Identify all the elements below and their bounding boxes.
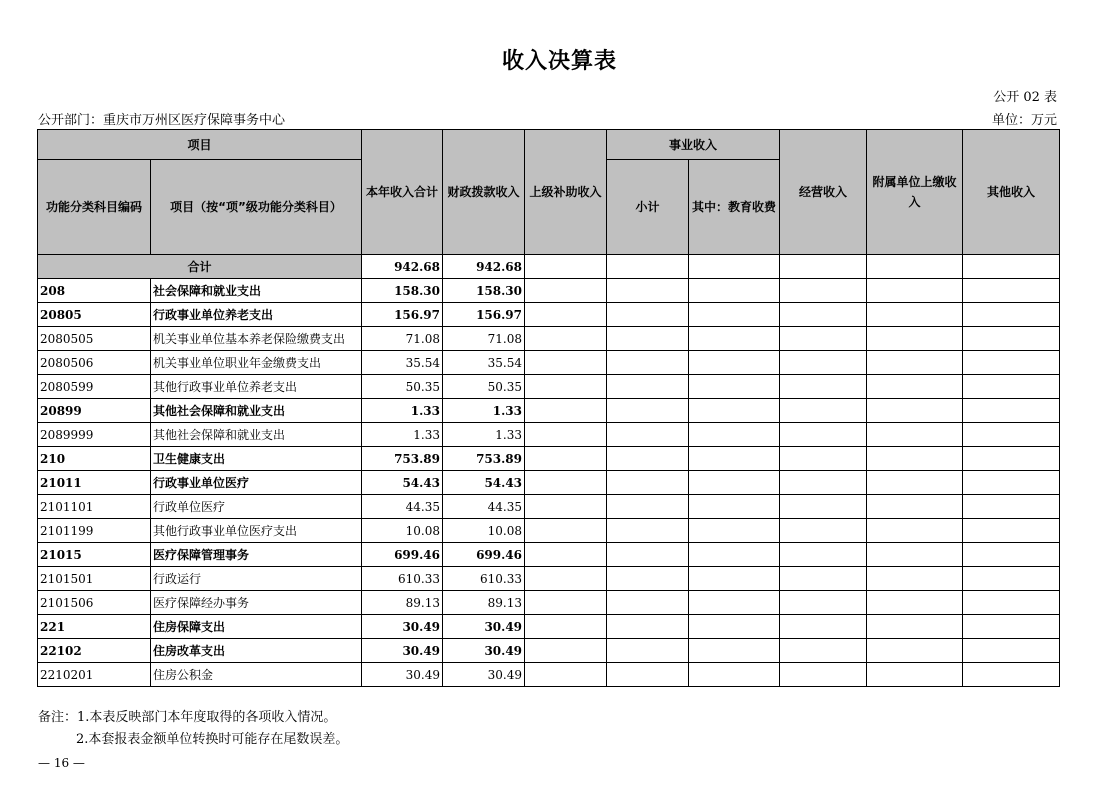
empty-cell [780,279,867,303]
row-name: 行政事业单位养老支出 [151,303,362,327]
form-number: 公开 02 表 [993,90,1057,105]
total-label: 合计 [38,255,362,279]
table-row [38,639,1060,663]
row-total-income: 50.35 [362,375,443,399]
empty-cell [780,351,867,375]
empty-cell [963,567,1060,591]
empty-cell [963,615,1060,639]
total-row [38,255,1060,279]
empty-cell [607,519,689,543]
empty-cell [780,447,867,471]
row-fiscal: 699.46 [443,543,525,567]
empty-cell [867,591,963,615]
header-other: 其他收入 [963,130,1060,255]
empty-cell [780,591,867,615]
row-code: 22102 [38,639,151,663]
row-total-income: 54.43 [362,471,443,495]
empty-cell [780,567,867,591]
empty-cell [867,495,963,519]
empty-cell [963,447,1060,471]
empty-cell [525,279,607,303]
empty-cell [963,591,1060,615]
total-income-value: 942.68 [362,255,443,279]
empty-cell [780,495,867,519]
row-total-income: 30.49 [362,639,443,663]
empty-cell [963,639,1060,663]
empty-cell [689,375,780,399]
row-name: 其他社会保障和就业支出 [151,399,362,423]
page-number: — 16 — [38,756,85,770]
empty-cell [607,327,689,351]
row-fiscal: 158.30 [443,279,525,303]
row-name: 其他行政事业单位医疗支出 [151,519,362,543]
empty-cell [689,591,780,615]
table-row [38,567,1060,591]
total-fiscal-value: 942.68 [443,255,525,279]
table-row [38,615,1060,639]
row-name: 医疗保障管理事务 [151,543,362,567]
table-row [38,519,1060,543]
empty-cell [525,591,607,615]
empty-cell [963,327,1060,351]
row-name: 住房保障支出 [151,615,362,639]
empty-cell [780,303,867,327]
empty-cell [867,399,963,423]
row-fiscal: 156.97 [443,303,525,327]
empty-cell [607,423,689,447]
empty-cell [607,471,689,495]
row-total-income: 10.08 [362,519,443,543]
row-fiscal: 35.54 [443,351,525,375]
row-code: 21011 [38,471,151,495]
unit-label: 单位：万元 [991,113,1057,128]
empty-cell [525,495,607,519]
row-code: 2101199 [38,519,151,543]
row-name: 其他行政事业单位养老支出 [151,375,362,399]
header-edu: 其中：教育收费 [689,160,780,255]
empty-cell [780,543,867,567]
row-name: 行政事业单位医疗 [151,471,362,495]
row-name: 其他社会保障和就业支出 [151,423,362,447]
row-total-income: 71.08 [362,327,443,351]
empty-cell [867,423,963,447]
row-code: 208 [38,279,151,303]
empty-cell [525,423,607,447]
empty-cell [607,375,689,399]
empty-cell [780,663,867,687]
empty-cell [607,543,689,567]
empty-cell [963,663,1060,687]
empty-cell [867,519,963,543]
row-code: 2089999 [38,423,151,447]
empty-cell [689,327,780,351]
empty-cell [607,279,689,303]
empty-cell [780,471,867,495]
empty-cell [607,639,689,663]
header-business: 经营收入 [780,130,867,255]
row-code: 20805 [38,303,151,327]
table-row [38,447,1060,471]
empty-cell [963,303,1060,327]
row-total-income: 610.33 [362,567,443,591]
empty-cell [963,519,1060,543]
empty-cell [689,399,780,423]
header-affiliated: 附属单位上缴收入 [867,130,963,255]
table-row [38,423,1060,447]
income-table [37,129,1060,687]
empty-cell [689,495,780,519]
header-superior: 上级补助收入 [525,130,607,255]
row-total-income: 156.97 [362,303,443,327]
empty-cell [963,351,1060,375]
row-code: 221 [38,615,151,639]
row-total-income: 30.49 [362,615,443,639]
row-name: 卫生健康支出 [151,447,362,471]
empty-cell [867,471,963,495]
empty-cell [525,447,607,471]
empty-cell [963,279,1060,303]
note-1: 备注：1.本表反映部门本年度取得的各项收入情况。 [38,710,337,725]
page-title: 收入决算表 [501,49,617,74]
header-subtotal: 小计 [607,160,689,255]
header-total-income: 本年收入合计 [362,130,443,255]
empty-cell [689,615,780,639]
empty-cell [867,615,963,639]
row-total-income: 35.54 [362,351,443,375]
empty-cell [867,279,963,303]
row-name: 医疗保障经办事务 [151,591,362,615]
empty-cell [963,543,1060,567]
table-row [38,375,1060,399]
table-row [38,495,1060,519]
empty-cell [525,615,607,639]
table-row [38,399,1060,423]
row-fiscal: 610.33 [443,567,525,591]
row-code: 2080505 [38,327,151,351]
empty-cell [689,567,780,591]
empty-cell [963,495,1060,519]
empty-cell [607,447,689,471]
row-code: 21015 [38,543,151,567]
row-name: 机关事业单位基本养老保险缴费支出 [151,327,362,351]
empty-cell [689,471,780,495]
empty-cell [963,399,1060,423]
row-fiscal: 10.08 [443,519,525,543]
table-row [38,543,1060,567]
empty-cell [689,351,780,375]
empty-cell [607,399,689,423]
header-item: 项目 [38,130,362,160]
empty-cell [780,615,867,639]
empty-cell [525,639,607,663]
empty-cell [525,399,607,423]
empty-cell [689,447,780,471]
empty-cell [525,519,607,543]
empty-cell [525,543,607,567]
row-total-income: 44.35 [362,495,443,519]
empty-cell [780,639,867,663]
row-total-income: 30.49 [362,663,443,687]
row-total-income: 89.13 [362,591,443,615]
empty-cell [689,663,780,687]
table-row [38,351,1060,375]
empty-cell [607,567,689,591]
empty-cell [689,543,780,567]
table-row [38,663,1060,687]
empty-cell [867,567,963,591]
empty-cell [607,591,689,615]
row-fiscal: 54.43 [443,471,525,495]
row-total-income: 1.33 [362,423,443,447]
row-name: 住房改革支出 [151,639,362,663]
header-career: 事业收入 [607,130,780,160]
empty-cell [867,351,963,375]
empty-cell [689,303,780,327]
row-fiscal: 44.35 [443,495,525,519]
header-fiscal: 财政拨款收入 [443,130,525,255]
empty-cell [525,303,607,327]
empty-cell [963,471,1060,495]
empty-cell [689,639,780,663]
row-fiscal: 1.33 [443,399,525,423]
row-fiscal: 30.49 [443,663,525,687]
row-fiscal: 1.33 [443,423,525,447]
empty-cell [780,327,867,351]
empty-cell [867,639,963,663]
empty-cell [607,663,689,687]
table-row [38,279,1060,303]
row-fiscal: 89.13 [443,591,525,615]
row-code: 2101501 [38,567,151,591]
row-code: 2080599 [38,375,151,399]
table-row [38,471,1060,495]
empty-cell [963,423,1060,447]
row-fiscal: 30.49 [443,615,525,639]
empty-cell [867,303,963,327]
table-row [38,327,1060,351]
empty-cell [607,303,689,327]
empty-cell [689,519,780,543]
table-row [38,303,1060,327]
row-name: 行政运行 [151,567,362,591]
empty-cell [780,375,867,399]
row-total-income: 753.89 [362,447,443,471]
row-fiscal: 71.08 [443,327,525,351]
row-fiscal: 30.49 [443,639,525,663]
empty-cell [607,351,689,375]
row-name: 行政单位医疗 [151,495,362,519]
empty-cell [607,615,689,639]
empty-cell [867,663,963,687]
empty-cell [525,663,607,687]
row-code: 2080506 [38,351,151,375]
note-2: 2.本套报表金额单位转换时可能存在尾数误差。 [76,732,349,747]
row-total-income: 699.46 [362,543,443,567]
row-code: 210 [38,447,151,471]
empty-cell [525,567,607,591]
empty-cell [780,423,867,447]
row-total-income: 1.33 [362,399,443,423]
empty-cell [525,375,607,399]
empty-cell [689,279,780,303]
empty-cell [525,471,607,495]
row-name: 住房公积金 [151,663,362,687]
empty-cell [607,495,689,519]
table-row [38,591,1060,615]
empty-cell [525,327,607,351]
row-code: 2210201 [38,663,151,687]
row-name: 社会保障和就业支出 [151,279,362,303]
empty-cell [867,543,963,567]
row-fiscal: 50.35 [443,375,525,399]
empty-cell [689,423,780,447]
row-code: 2101506 [38,591,151,615]
row-name: 机关事业单位职业年金缴费支出 [151,351,362,375]
row-code: 20899 [38,399,151,423]
empty-cell [525,351,607,375]
row-code: 2101101 [38,495,151,519]
empty-cell [867,447,963,471]
department-label: 公开部门：重庆市万州区医疗保障事务中心 [38,113,286,128]
empty-cell [963,375,1060,399]
empty-cell [780,399,867,423]
empty-cell [867,327,963,351]
header-code: 功能分类科目编码 [38,160,151,255]
empty-cell [867,375,963,399]
row-total-income: 158.30 [362,279,443,303]
empty-cell [780,519,867,543]
row-fiscal: 753.89 [443,447,525,471]
header-name: 项目（按“项”级功能分类科目） [151,160,362,255]
